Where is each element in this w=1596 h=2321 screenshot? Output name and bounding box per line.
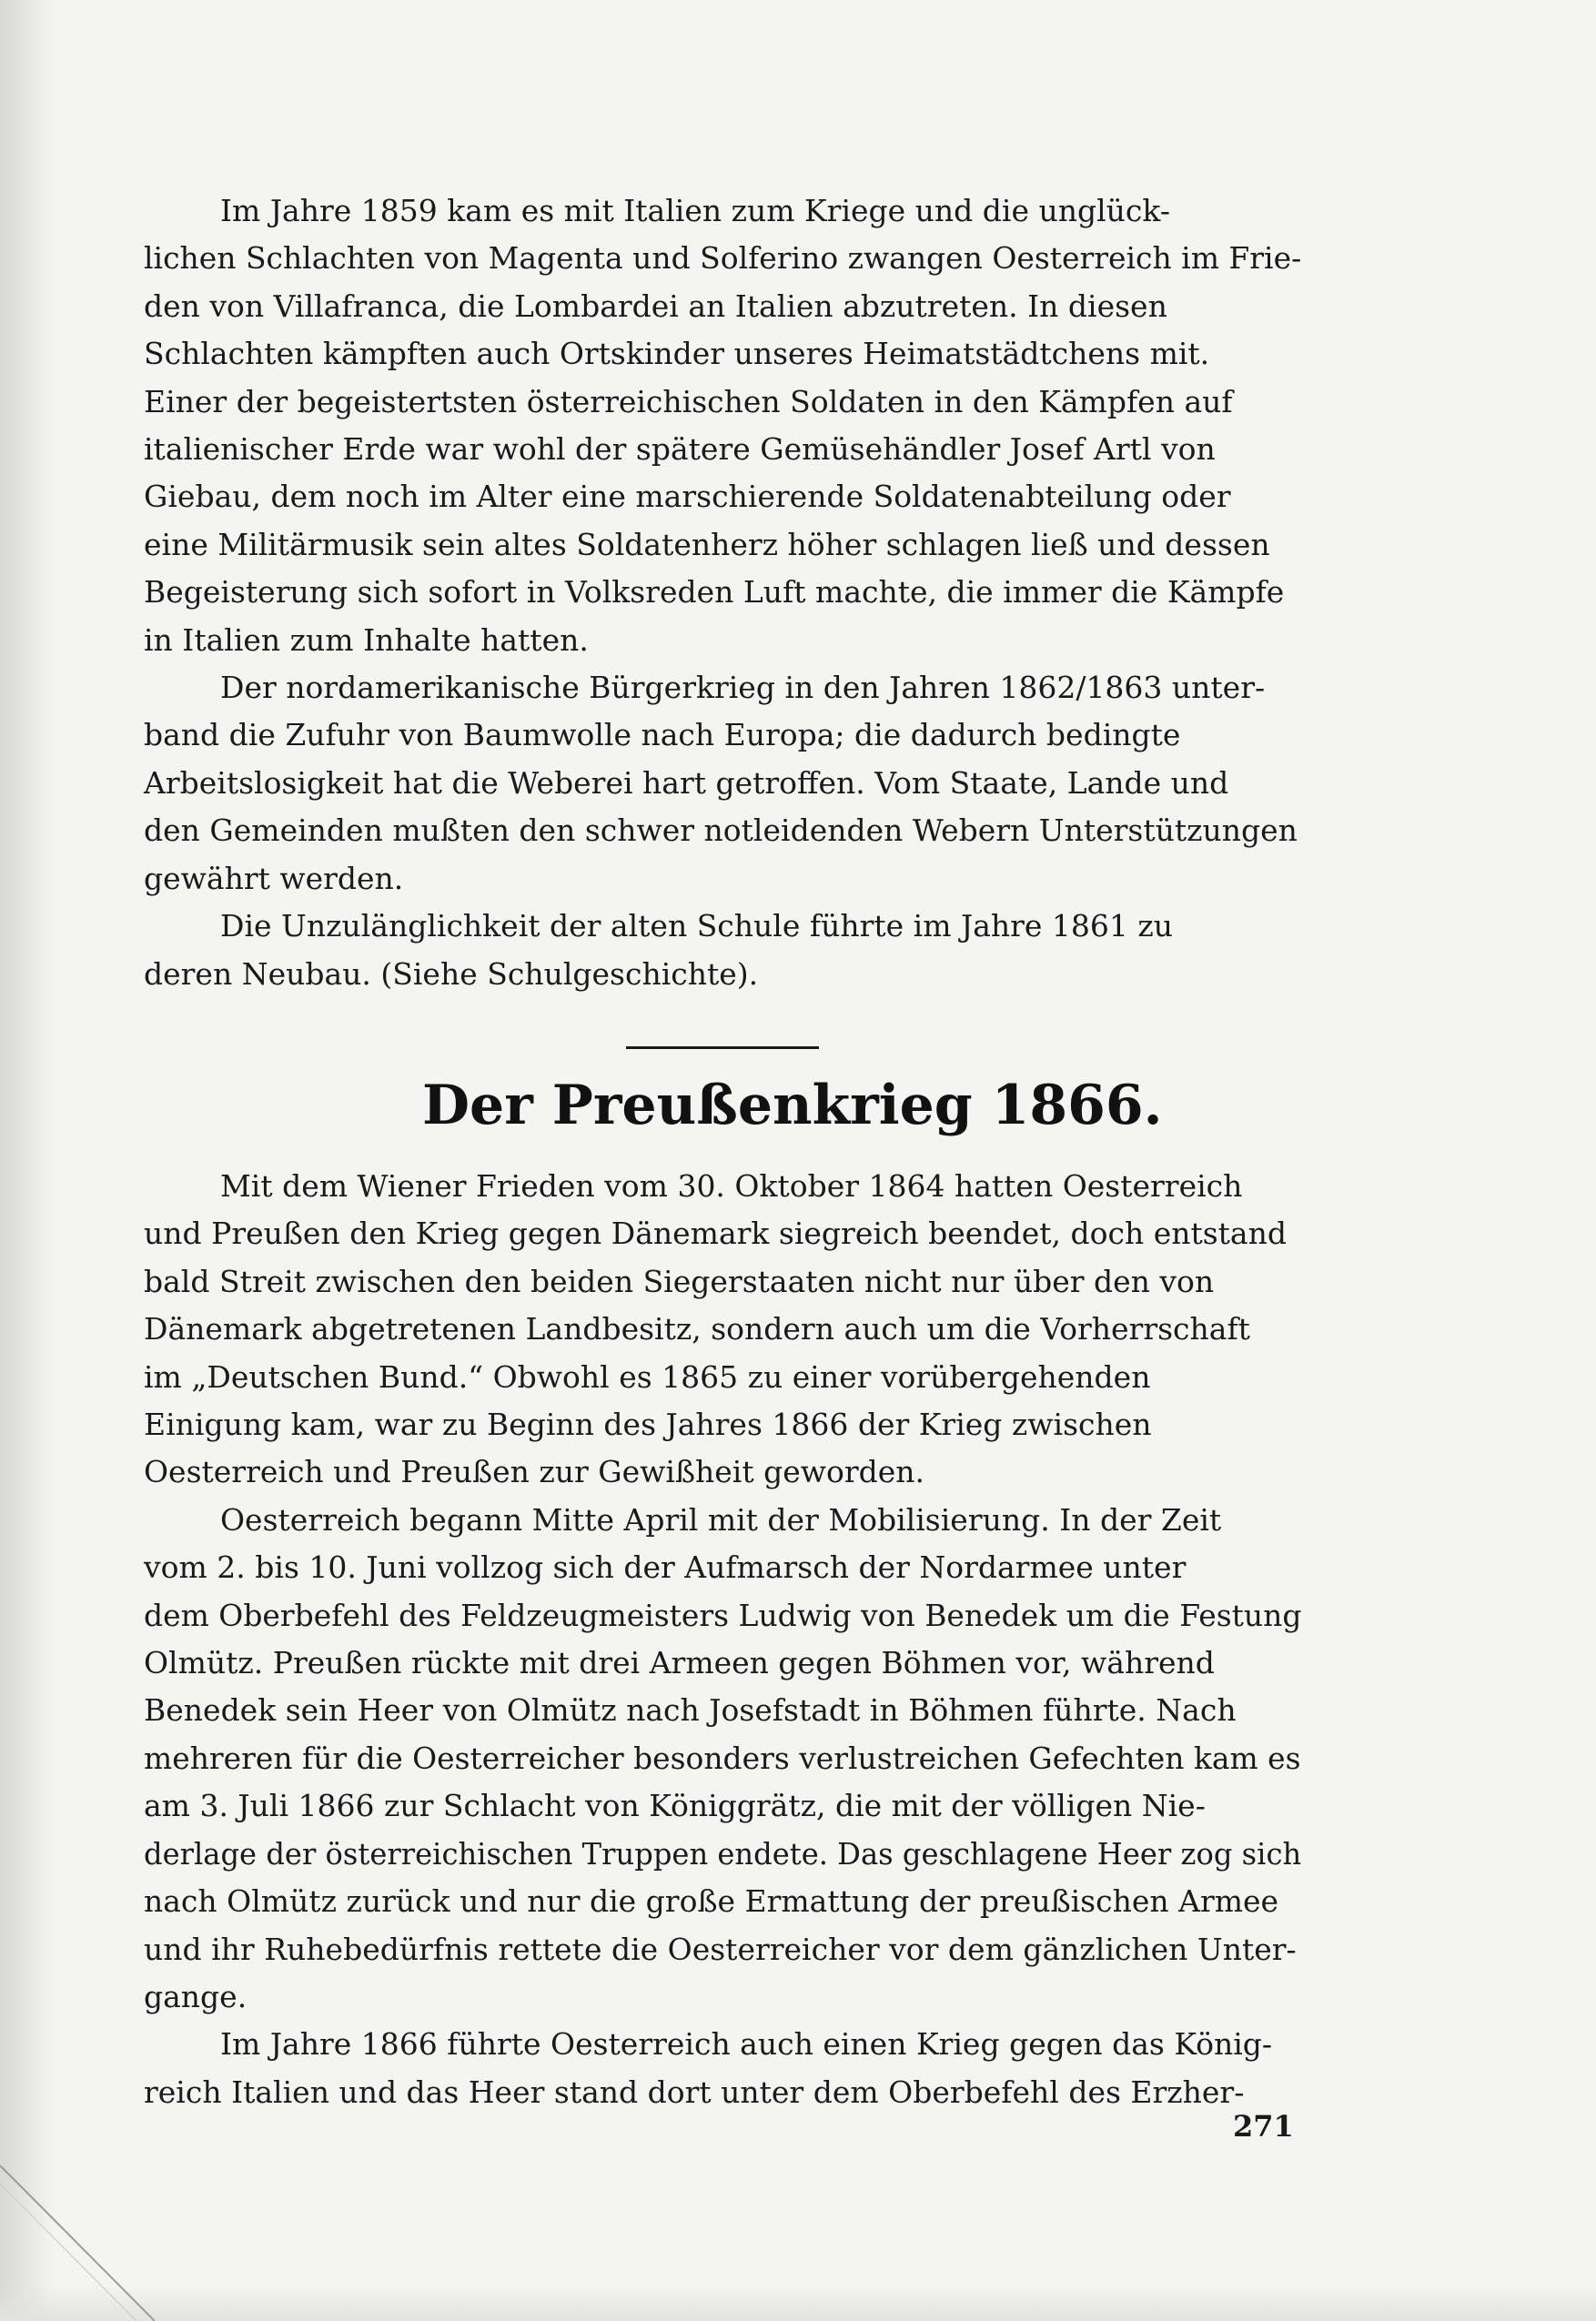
section-divider [626,1046,819,1049]
text-line: bald Streit zwischen den beiden Siegerstaaten nicht nur über den von [144,1263,1215,1299]
page-edge-shadow [0,0,55,2321]
text-line: Der nordamerikanische Bürgerkrieg in den Jahren 1862/1863 unter- [220,670,1266,706]
text-line: Dänemark abgetretenen Landbesitz, sondern auch um die Vorherrschaft [144,1311,1250,1347]
page-number: 271 [1233,2109,1294,2144]
text-line: Im Jahre 1866 führte Oesterreich auch einen Krieg gegen das König- [220,2026,1273,2063]
text-line: Einer der begeistertsten österreichischen Soldaten in den Kämpfen auf [144,383,1233,419]
text-line: Die Unzulänglichkeit der alten Schule führte im Jahre 1861 zu [220,908,1174,944]
text-line: am 3. Juli 1866 zur Schlacht von Königgrätz, die mit der völligen Nie- [144,1788,1206,1824]
text-line: lichen Schlachten von Magenta und Solferino zwangen Oesterreich im Frie- [144,240,1302,277]
text-line: nach Olmütz zurück und nur die große Ermattung der preußischen Armee [144,1883,1279,1920]
text-before-heading [144,187,1301,998]
text-line: und Preußen den Krieg gegen Dänemark siegreich beendet, doch entstand [144,1216,1287,1252]
page-bottom-shadow [0,2285,1596,2321]
paragraph-italian-war [144,187,1301,664]
text-line: in Italien zum Inhalte hatten. [144,621,589,658]
text-line: im „Deutschen Bund.“ Obwohl es 1865 zu einer vorübergehenden [144,1358,1151,1395]
text-line: und ihr Ruhebedürfnis rettete die Oesterreicher vor dem gänzlichen Unter- [144,1931,1297,1967]
text-line: Arbeitslosigkeit hat die Weberei hart getroffen. Vom Staate, Lande und [144,764,1229,801]
paragraph-school [144,903,1301,998]
page-crease [0,2165,155,2321]
text-line: dem Oberbefehl des Feldzeugmeisters Ludwig von Benedek um die Festung [144,1597,1302,1633]
text-line: vom 2. bis 10. Juni vollzog sich der Aufmarsch der Nordarmee unter [144,1549,1187,1586]
text-line: Oesterreich und Preußen zur Gewißheit geworden. [144,1454,925,1490]
text-line: den Gemeinden mußten den schwer notleidenden Webern Unterstützungen [144,812,1298,849]
text-line: Benedek sein Heer von Olmütz nach Josefstadt in Böhmen führte. Nach [144,1692,1237,1729]
paragraph-mobilization [144,1497,1301,2021]
text-line: reich Italien und das Heer stand dort unter dem Oberbefehl des Erzher- [144,2074,1245,2110]
text-line: Einigung kam, war zu Beginn des Jahres 1866 der Krieg zwischen [144,1407,1152,1443]
text-line: Giebau, dem noch im Alter eine marschierende Soldatenabteilung oder [144,479,1231,515]
paragraph-italy-war [144,2021,1301,2116]
text-line: Begeisterung sich sofort in Volksreden Luft machte, die immer die Kämpfe [144,574,1285,611]
text-line: eine Militärmusik sein altes Soldatenherz höher schlagen ließ und dessen [144,526,1270,562]
text-line: italienischer Erde war wohl der spätere Gemüsehändler Josef Artl von [144,431,1216,468]
text-line: Oesterreich begann Mitte April mit der Mobilisierung. In der Zeit [220,1501,1222,1538]
text-line: Schlachten kämpften auch Ortskinder unseres Heimatstädtchens mit. [144,336,1210,372]
text-line: gewährt werden. [144,860,404,896]
text-line: band die Zufuhr von Baumwolle nach Europa; die dadurch bedingte [144,717,1181,753]
text-after-heading [144,1163,1301,2116]
text-line: den von Villafranca, die Lombardei an Italien abzutreten. In diesen [144,288,1167,324]
text-line: Olmütz. Preußen rückte mit drei Armeen gegen Böhmen vor, während [144,1645,1215,1681]
text-line: gange. [144,1978,247,2014]
paragraph-civil-war [144,664,1301,903]
text-line: Im Jahre 1859 kam es mit Italien zum Kriege und die unglück- [220,193,1170,228]
text-line: derlage der österreichischen Truppen endete. Das geschlagene Heer zog sich [144,1835,1302,1872]
paragraph-vienna-peace [144,1163,1301,1497]
text-line: deren Neubau. (Siehe Schulgeschichte). [144,955,759,992]
text-line: Mit dem Wiener Frieden vom 30. Oktober 1864 hatten Oesterreich [220,1168,1243,1204]
text-line: mehreren für die Oesterreicher besonders verlustreichen Gefechten kam es [144,1740,1301,1776]
section-heading: Der Preußenkrieg 1866. [422,1074,1163,1137]
